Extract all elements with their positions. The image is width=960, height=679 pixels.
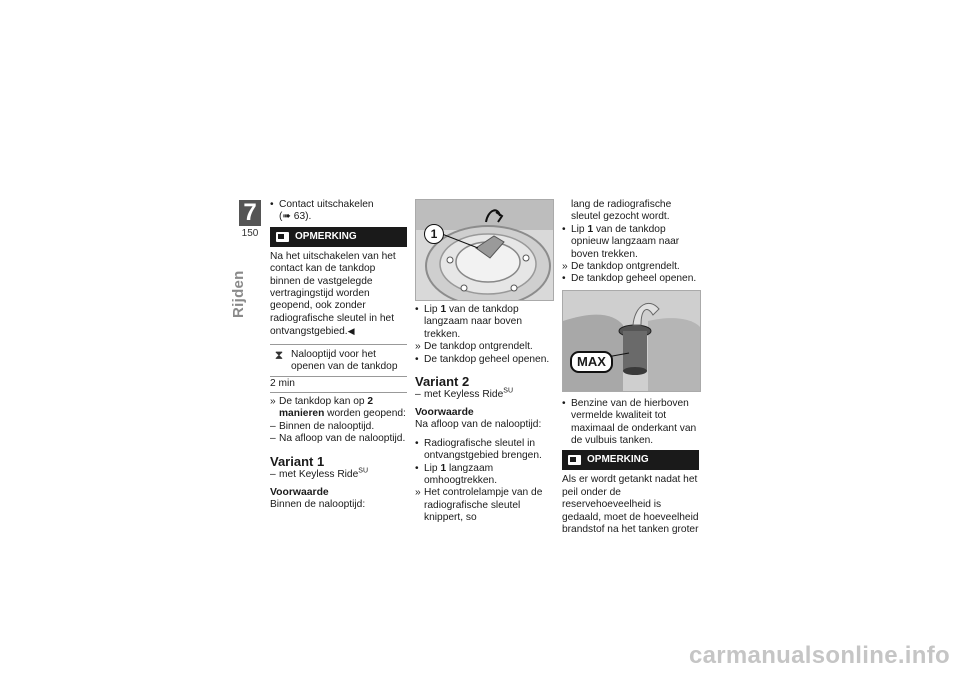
- fuel-cap-illustration: [416, 200, 553, 300]
- note-text: Na het uitschakelen van het contact kan de tankdop binnen de vastgelegde vertragingstijd worden geopend, ook zonder radiografische sleutel in het ontvangstgebied.◀: [270, 250, 396, 338]
- page-reference-link[interactable]: 63).: [293, 211, 312, 223]
- dash-item: – Binnen de nalooptijd.: [270, 420, 375, 432]
- fuel-cap-figure: [415, 199, 554, 301]
- result-arrow-icon: »: [415, 487, 421, 499]
- dash-icon: –: [415, 389, 421, 401]
- chapter-block: [239, 200, 261, 240]
- dash-item: – Na afloop van de nalooptijd.: [270, 433, 406, 445]
- condition-heading: Voorwaarde: [415, 407, 474, 419]
- note-header: [562, 450, 699, 470]
- variant-2-heading: Variant 2: [415, 374, 470, 390]
- chapter-number: 7: [239, 200, 261, 226]
- bullet-icon: •: [562, 273, 566, 285]
- result-arrow-icon: »: [562, 261, 568, 273]
- max-label: MAX: [570, 351, 613, 373]
- result-item: » De tankdop kan op 2 manieren worden geopend:: [270, 395, 406, 420]
- column-2: [415, 199, 552, 525]
- fuel-filler-figure: [562, 290, 701, 392]
- bullet-icon: •: [415, 462, 419, 474]
- bullet-icon: •: [562, 397, 566, 409]
- continued-text: lang de radiografische sleutel gezocht wordt.: [571, 199, 672, 223]
- dash-icon: –: [270, 433, 276, 445]
- note-header: [270, 227, 407, 247]
- result-arrow-icon: »: [270, 395, 276, 407]
- list-item: • Lip 1 langzaam omhoogtrekken.: [415, 462, 498, 487]
- bullet-icon: •: [415, 437, 419, 449]
- column-3: [562, 199, 699, 537]
- spec-value: 2 min: [270, 376, 407, 391]
- dash-icon: –: [270, 468, 276, 480]
- dash-icon: –: [270, 420, 276, 432]
- result-item: » De tankdop ontgrendelt.: [415, 341, 533, 353]
- timer-icon: ⧗: [274, 347, 284, 362]
- column-1: [270, 199, 407, 511]
- list-item: • De tankdop geheel openen.: [415, 353, 550, 365]
- bullet-icon: •: [270, 199, 274, 210]
- list-item: • Radiografische sleutel in ontvangstgebied brengen.: [415, 437, 542, 462]
- fuel-filler-illustration: [563, 291, 700, 391]
- arrow-right-icon: ➠: [282, 211, 291, 223]
- result-arrow-icon: »: [415, 341, 421, 353]
- condition-text: Na afloop van de nalooptijd:: [415, 419, 542, 431]
- variant-1-heading: Variant 1: [270, 453, 325, 469]
- bullet-icon: •: [415, 304, 419, 315]
- list-item: • Contact uitschakelen (➠ 63).: [270, 199, 374, 223]
- list-item: • De tankdop geheel openen.: [562, 273, 697, 285]
- dash-item: – met Keyless Ride$^{SU}$: [415, 387, 514, 401]
- callout-1: 1: [424, 224, 444, 244]
- bullet-icon: •: [415, 353, 419, 365]
- condition-heading: Voorwaarde: [270, 486, 329, 498]
- spec-box: [270, 344, 407, 393]
- result-item: » De tankdop ontgrendelt.: [562, 261, 680, 273]
- spec-label: Nalooptijd voor het openen van de tankdop: [291, 348, 398, 373]
- section-title: Rijden: [230, 270, 247, 318]
- note-label: OPMERKING: [295, 230, 357, 242]
- note-text: Als er wordt getankt nadat het peil onder de reservehoeveelheid is gedaald, moet de hoeveelheid brandstof na het tanken groter: [562, 474, 699, 536]
- list-item: • Benzine van de hierboven vermelde kwaliteit tot maximaal de onderkant van de vulbuis tanken.: [562, 397, 697, 447]
- condition-text: Binnen de nalooptijd:: [270, 498, 366, 510]
- note-icon: [276, 232, 289, 242]
- note-icon: [568, 455, 581, 465]
- bullet-icon: •: [562, 223, 566, 235]
- result-item: » Het controlelampje van de radiografische sleutel knippert, so: [415, 487, 543, 524]
- end-marker-icon: ◀: [347, 326, 355, 337]
- watermark: carmanualsonline.info: [688, 642, 950, 669]
- list-item: • Lip 1 van de tankdop opnieuw langzaam naar boven trekken.: [562, 223, 680, 260]
- note-label: OPMERKING: [587, 454, 649, 466]
- page-number: 150: [241, 228, 259, 239]
- dash-item: – met Keyless Ride$^{SU}$: [270, 467, 369, 480]
- list-item: • Lip 1 van de tankdop langzaam naar boven trekken.: [415, 304, 522, 340]
